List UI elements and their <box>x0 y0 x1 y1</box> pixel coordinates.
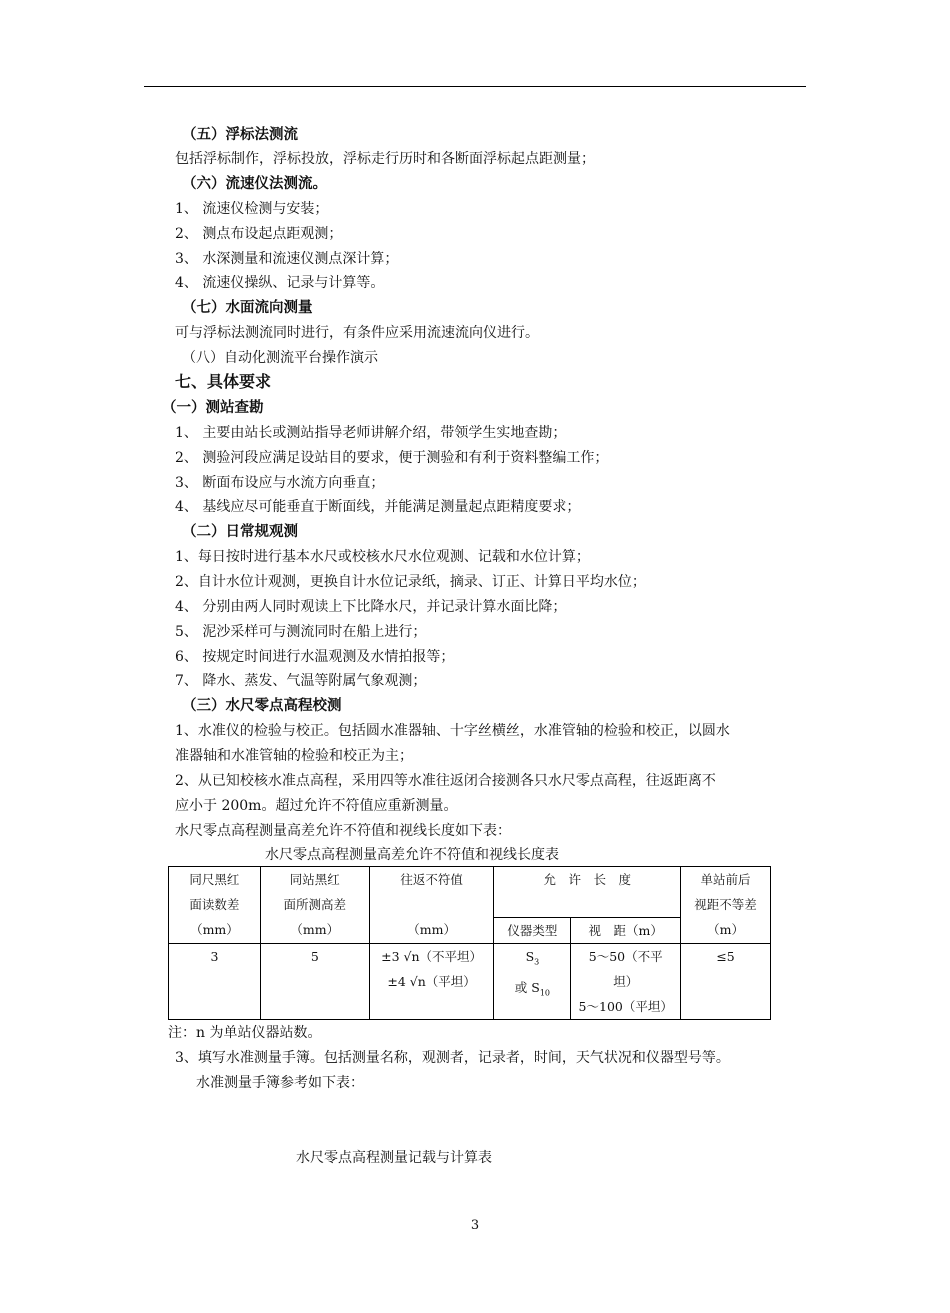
paragraph: 准器轴和水准管轴的检验和校正为主； <box>175 748 413 764</box>
list-item: 2、 测点布设起点距观测； <box>175 226 343 242</box>
subscript: 10 <box>539 988 551 997</box>
paragraph: 应小于 200m。超过允许不符值应重新测量。 <box>175 798 458 814</box>
cell-text <box>496 944 568 975</box>
header-text: （mm） <box>290 922 340 937</box>
paragraph: 3、填写水准测量手簿。包括测量名称，观测者，记录者，时间，天气状况和仪器型号等。 <box>175 1050 730 1066</box>
list-item: 4、 流速仪操纵、记录与计算等。 <box>175 275 385 291</box>
heading-current-meter: （六）流速仪法测流。 <box>182 175 327 192</box>
table-header-cell <box>494 918 571 944</box>
list-item: 1、 流速仪检测与安装； <box>175 201 329 217</box>
table-note: 注：n 为单站仪器站数。 <box>168 1025 322 1041</box>
cell-text: 5～50（不平 <box>588 949 663 964</box>
list-item: 3、 断面布设应与水流方向垂直； <box>175 475 385 491</box>
list-item: 7、 降水、蒸发、气温等附属气象观测； <box>175 673 427 689</box>
header-text: 同站黑红 <box>289 872 340 887</box>
table-cell <box>681 944 771 1020</box>
list-item: 4、 分别由两人同时观读上下比降水尺，并记录计算水面比降； <box>175 599 567 615</box>
heading-float-method: （五）浮标法测流 <box>182 126 298 143</box>
heading-flow-direction: （七）水面流向测量 <box>182 299 313 316</box>
header-text: 允 许 长 度 <box>543 872 632 887</box>
tolerance-table <box>168 866 771 1020</box>
page-number: 3 <box>470 1218 480 1233</box>
cell-text <box>496 975 568 1006</box>
table-header-row <box>169 867 771 918</box>
header-text: 视 距（m） <box>588 923 663 938</box>
paragraph: 2、从已知校核水准点高程，采用四等水准往返闭合接测各只水尺零点高程，往返距离不 <box>175 773 716 789</box>
table-header-cell <box>494 867 681 918</box>
paragraph: （八）自动化测流平台操作演示 <box>182 350 378 366</box>
cell-text: 坦） <box>613 974 639 989</box>
list-item: 1、 主要由站长或测站指导老师讲解介绍，带领学生实地查勘； <box>175 425 567 441</box>
table-caption: 水尺零点高程测量记载与计算表 <box>296 1150 492 1166</box>
cell-text: 或 S <box>514 979 540 995</box>
section-title: 七、具体要求 <box>175 372 272 391</box>
list-item: 4、 基线应尽可能垂直于断面线，并能满足测量起点距精度要求； <box>175 499 581 515</box>
table-cell <box>260 944 369 1020</box>
list-item: 6、 按规定时间进行水温观测及水情拍报等； <box>175 649 455 665</box>
table-cell <box>571 944 681 1020</box>
table-caption: 水尺零点高程测量高差允许不符值和视线长度表 <box>265 847 559 863</box>
paragraph: 水尺零点高程测量高差允许不符值和视线长度如下表： <box>175 823 511 839</box>
cell-text: ±4 √n（平坦） <box>387 974 476 989</box>
header-text: 同尺黑红 <box>189 872 240 887</box>
cell-text: 5 <box>310 949 319 964</box>
cell-text: 5～100（平坦） <box>578 999 673 1014</box>
cell-text: ≤5 <box>716 949 735 964</box>
paragraph: 水准测量手簿参考如下表： <box>196 1075 364 1091</box>
heading-gauge-zero: （三）水尺零点高程校测 <box>182 697 342 714</box>
header-text: （mm） <box>190 922 239 937</box>
cell-text: S <box>525 949 535 964</box>
table-header-cell <box>369 867 494 944</box>
header-text: 视距不等差 <box>694 897 757 912</box>
header-text: 往返不符值 <box>400 872 463 887</box>
cell-text: 3 <box>210 949 219 964</box>
paragraph: 1、水准仪的检验与校正。包括圆水准器轴、十字丝横丝，水准管轴的检验和校正，以圆水 <box>175 723 730 739</box>
list-item: 5、 泥沙采样可与测流同时在船上进行； <box>175 624 427 640</box>
table-row <box>169 944 771 1020</box>
header-rule <box>144 86 806 87</box>
header-text: （mm） <box>407 922 456 937</box>
header-text: 仪器类型 <box>507 923 558 938</box>
table-header-cell <box>681 867 771 944</box>
list-item: 1、每日按时进行基本水尺或校核水尺水位观测、记载和水位计算； <box>175 549 590 565</box>
header-text: 面所测高差 <box>283 897 347 912</box>
header-text: （m） <box>707 922 744 937</box>
table-header-cell <box>260 867 369 944</box>
list-item: 2、 测验河段应满足设站目的要求，便于测验和有利于资料整编工作； <box>175 450 609 466</box>
heading-site-survey: （一）测站查勘 <box>162 399 264 416</box>
heading-routine-observation: （二）日常规观测 <box>182 523 298 540</box>
table-header-cell <box>169 867 261 944</box>
list-item: 3、 水深测量和流速仪测点深计算； <box>175 251 399 267</box>
table-cell <box>169 944 261 1020</box>
table-cell <box>494 944 571 1020</box>
header-text: 面读数差 <box>189 897 240 912</box>
paragraph: 可与浮标法测流同时进行，有条件应采用流速流向仪进行。 <box>175 325 539 341</box>
paragraph: 包括浮标制作，浮标投放，浮标走行历时和各断面浮标起点距测量； <box>175 151 595 167</box>
table-cell <box>369 944 494 1020</box>
header-text: 单站前后 <box>700 872 751 887</box>
list-item: 2、自计水位计观测，更换自计水位记录纸，摘录、订正、计算日平均水位； <box>175 574 646 590</box>
table-header-cell <box>571 918 681 944</box>
subscript: 3 <box>534 957 540 967</box>
cell-text: ±3 √n（不平坦） <box>381 949 483 964</box>
